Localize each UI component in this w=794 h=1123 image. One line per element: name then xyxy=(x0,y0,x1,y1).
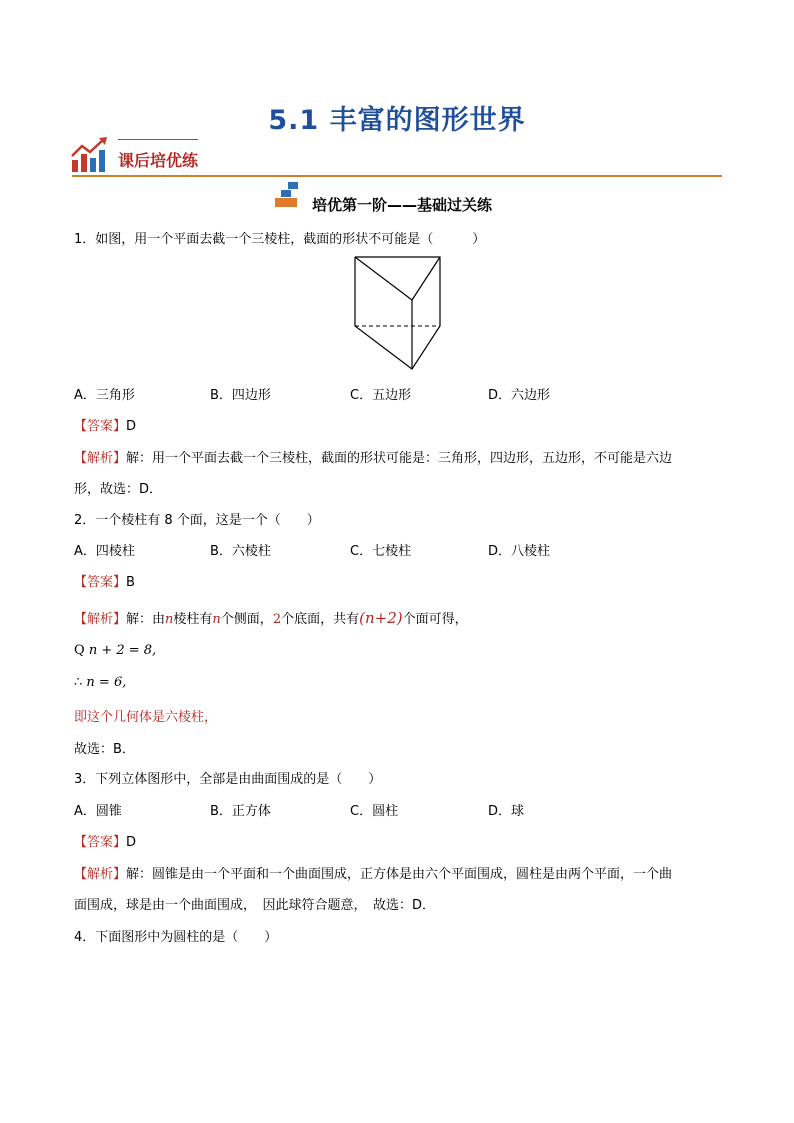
analysis-tag: 【解析】 xyxy=(74,867,127,882)
q1-option-c[interactable]: C．五边形 xyxy=(350,388,412,403)
stair-blocks-icon xyxy=(274,181,308,209)
analysis-text: 解：圆锥是由一个平面和一个曲面围成，正方体是由六个平面围成，圆柱是由两个平面，一个曲 xyxy=(126,867,673,882)
q3-option-c[interactable]: C．圆柱 xyxy=(350,804,399,819)
analysis-text-d: 个底面，共有 xyxy=(281,612,360,627)
q1-option-a[interactable]: A．三角形 xyxy=(74,388,135,403)
question-2-options xyxy=(74,540,550,559)
question-2-answer xyxy=(74,571,135,590)
analysis-text: 解：用一个平面去截一个三棱柱，截面的形状可能是：三角形，四边形，五边形，不可能是六边 xyxy=(126,451,673,466)
q2-option-d[interactable]: D．八棱柱 xyxy=(488,544,551,559)
question-3-analysis-line-1 xyxy=(74,863,672,882)
question-2-analysis xyxy=(74,608,468,627)
math-var-n: n xyxy=(212,612,221,627)
analysis-text-b: 棱柱有 xyxy=(173,612,213,627)
section-label: 课后培优练 xyxy=(118,151,199,170)
analysis-tag: 【解析】 xyxy=(74,451,127,466)
analysis-tag: 【解析】 xyxy=(74,612,127,627)
question-3-stem: 3．下列立体图形中，全部是由曲面围成的是（ ） xyxy=(74,772,382,787)
question-2-stem: 2．一个棱柱有 8 个面，这是一个（ ） xyxy=(74,513,320,528)
q2-option-c[interactable]: C．七棱柱 xyxy=(350,544,412,559)
rising-bar-chart-icon xyxy=(70,136,110,174)
question-1-options xyxy=(74,384,550,403)
therefore-symbol: ∴ xyxy=(74,675,83,690)
question-1-analysis-line-2: 形，故选：D． xyxy=(74,482,163,497)
triangular-prism-figure xyxy=(350,254,444,374)
q3-option-b[interactable]: B．正方体 xyxy=(210,804,271,819)
page-title: 5.1 丰富的图形世界 xyxy=(268,105,526,136)
answer-tag: 【答案】 xyxy=(74,835,127,850)
q1-option-d[interactable]: D．六边形 xyxy=(488,388,551,403)
question-3-analysis-line-2: 面围成，球是由一个曲面围成， 因此球符合题意， 故选：D． xyxy=(74,898,436,913)
question-2-conclusion: 即这个几何体是六棱柱， xyxy=(74,710,218,725)
equation-1-text: n + 2 = 8, xyxy=(88,643,157,658)
question-2-choose: 故选：B． xyxy=(74,742,135,757)
equation-2 xyxy=(74,675,126,690)
math-two: 2 xyxy=(272,612,282,627)
question-4-stem: 4．下面图形中为圆柱的是（ ） xyxy=(74,930,278,945)
question-1-answer xyxy=(74,415,136,434)
equation-1 xyxy=(74,643,156,658)
q3-option-d[interactable]: D．球 xyxy=(488,804,525,819)
answer-tag: 【答案】 xyxy=(74,419,127,434)
question-3-options xyxy=(74,800,524,819)
q2-option-a[interactable]: A．四棱柱 xyxy=(74,544,135,559)
answer-tag: 【答案】 xyxy=(74,575,127,590)
answer-value: B xyxy=(126,575,135,590)
analysis-text-a: 解：由 xyxy=(126,612,166,627)
question-1-analysis-line-1 xyxy=(74,447,672,466)
q2-option-b[interactable]: B．六棱柱 xyxy=(210,544,271,559)
because-symbol: Q xyxy=(74,643,85,658)
section-divider xyxy=(72,175,722,177)
analysis-text-c: 个侧面， xyxy=(220,612,273,627)
math-expr: (n+2) xyxy=(359,609,403,627)
equation-2-text: n = 6, xyxy=(86,675,127,690)
section-top-line xyxy=(118,139,198,140)
question-1-stem: 1．如图，用一个平面去截一个三棱柱，截面的形状不可能是（ ） xyxy=(74,232,486,247)
answer-value: D xyxy=(126,419,137,434)
analysis-text-e: 个面可得， xyxy=(402,612,468,627)
subheading: 培优第一阶——基础过关练 xyxy=(312,196,493,214)
q3-option-a[interactable]: A．圆锥 xyxy=(74,804,122,819)
answer-value: D xyxy=(126,835,137,850)
question-3-answer xyxy=(74,831,136,850)
math-var-n: n xyxy=(165,612,174,627)
q1-option-b[interactable]: B．四边形 xyxy=(210,388,271,403)
